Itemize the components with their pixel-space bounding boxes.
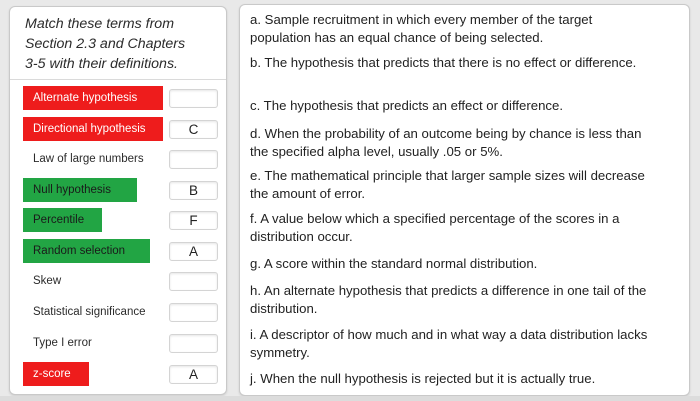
- term-random-selection: Random selection: [23, 239, 150, 263]
- instructions-text: [25, 14, 215, 74]
- answer-input-type-i-error[interactable]: [169, 334, 218, 353]
- definition-i-line-1: i. A descriptor of how much and in what way a data distribution lacks: [250, 327, 648, 342]
- panel-divider: [10, 79, 226, 80]
- term-percentile: Percentile: [23, 208, 102, 232]
- term-alternate-hypothesis: Alternate hypothesis: [23, 86, 163, 110]
- definition-a-line-2: population has an equal chance of being selected.: [250, 30, 544, 45]
- definition-i: [250, 326, 682, 362]
- answer-input-directional-hypothesis[interactable]: [169, 120, 218, 139]
- term-directional-hypothesis: Directional hypothesis: [23, 117, 163, 141]
- definition-c-line-1: c. The hypothesis that predicts an effect or difference.: [250, 98, 564, 113]
- answer-input-law-of-large-numbers[interactable]: [169, 150, 218, 169]
- answer-input-null-hypothesis[interactable]: [169, 181, 218, 200]
- definition-f: [250, 210, 682, 246]
- definition-d: [250, 125, 682, 161]
- definition-d-line-1: d. When the probability of an outcome being by chance is less than: [250, 126, 642, 141]
- bottom-strip: [0, 396, 700, 401]
- answer-input-statistical-significance[interactable]: [169, 303, 218, 322]
- definition-h-line-2: distribution.: [250, 301, 318, 316]
- definition-h: [250, 282, 682, 318]
- answer-input-skew[interactable]: [169, 272, 218, 291]
- term-law-of-large-numbers: Law of large numbers: [33, 153, 144, 165]
- term-z-score: z-score: [23, 362, 89, 386]
- instructions-line-2: Section 2.3 and Chapters: [25, 36, 186, 52]
- terms-panel: [9, 6, 227, 395]
- definition-a: [250, 11, 682, 47]
- definition-g-line-1: g. A score within the standard normal distribution.: [250, 256, 538, 271]
- term-null-hypothesis: Null hypothesis: [23, 178, 137, 202]
- definition-e: [250, 167, 682, 203]
- instructions-line-1: Match these terms from: [25, 16, 175, 32]
- definition-e-line-2: the amount of error.: [250, 186, 366, 201]
- answer-input-random-selection[interactable]: [169, 242, 218, 261]
- definition-g: [250, 255, 682, 273]
- answer-input-alternate-hypothesis[interactable]: [169, 89, 218, 108]
- answer-input-percentile[interactable]: [169, 211, 218, 230]
- term-skew: Skew: [33, 275, 62, 287]
- definition-f-line-1: f. A value below which a specified percentage of the scores in a: [250, 211, 620, 226]
- term-statistical-significance: Statistical significance: [33, 306, 146, 318]
- definition-d-line-2: the specified alpha level, usually .05 or 5%.: [250, 144, 503, 159]
- definition-c: [250, 97, 682, 115]
- instructions-line-3: 3-5 with their definitions.: [25, 56, 178, 72]
- definition-j-line-1: j. When the null hypothesis is rejected but it is actually true.: [250, 371, 596, 386]
- definition-i-line-2: symmetry.: [250, 345, 310, 360]
- definition-b-line-1: b. The hypothesis that predicts that there is no effect or difference.: [250, 55, 637, 70]
- term-type-i-error: Type I error: [33, 337, 92, 349]
- definition-a-line-1: a. Sample recruitment in which every member of the target: [250, 12, 593, 27]
- definition-b: [250, 54, 682, 72]
- definition-j: [250, 370, 682, 388]
- definition-e-line-1: e. The mathematical principle that larger sample sizes will decrease: [250, 168, 645, 183]
- answer-input-z-score[interactable]: [169, 365, 218, 384]
- definitions-panel: [239, 4, 690, 396]
- definition-f-line-2: distribution occur.: [250, 229, 353, 244]
- definition-h-line-1: h. An alternate hypothesis that predicts a difference in one tail of the: [250, 283, 647, 298]
